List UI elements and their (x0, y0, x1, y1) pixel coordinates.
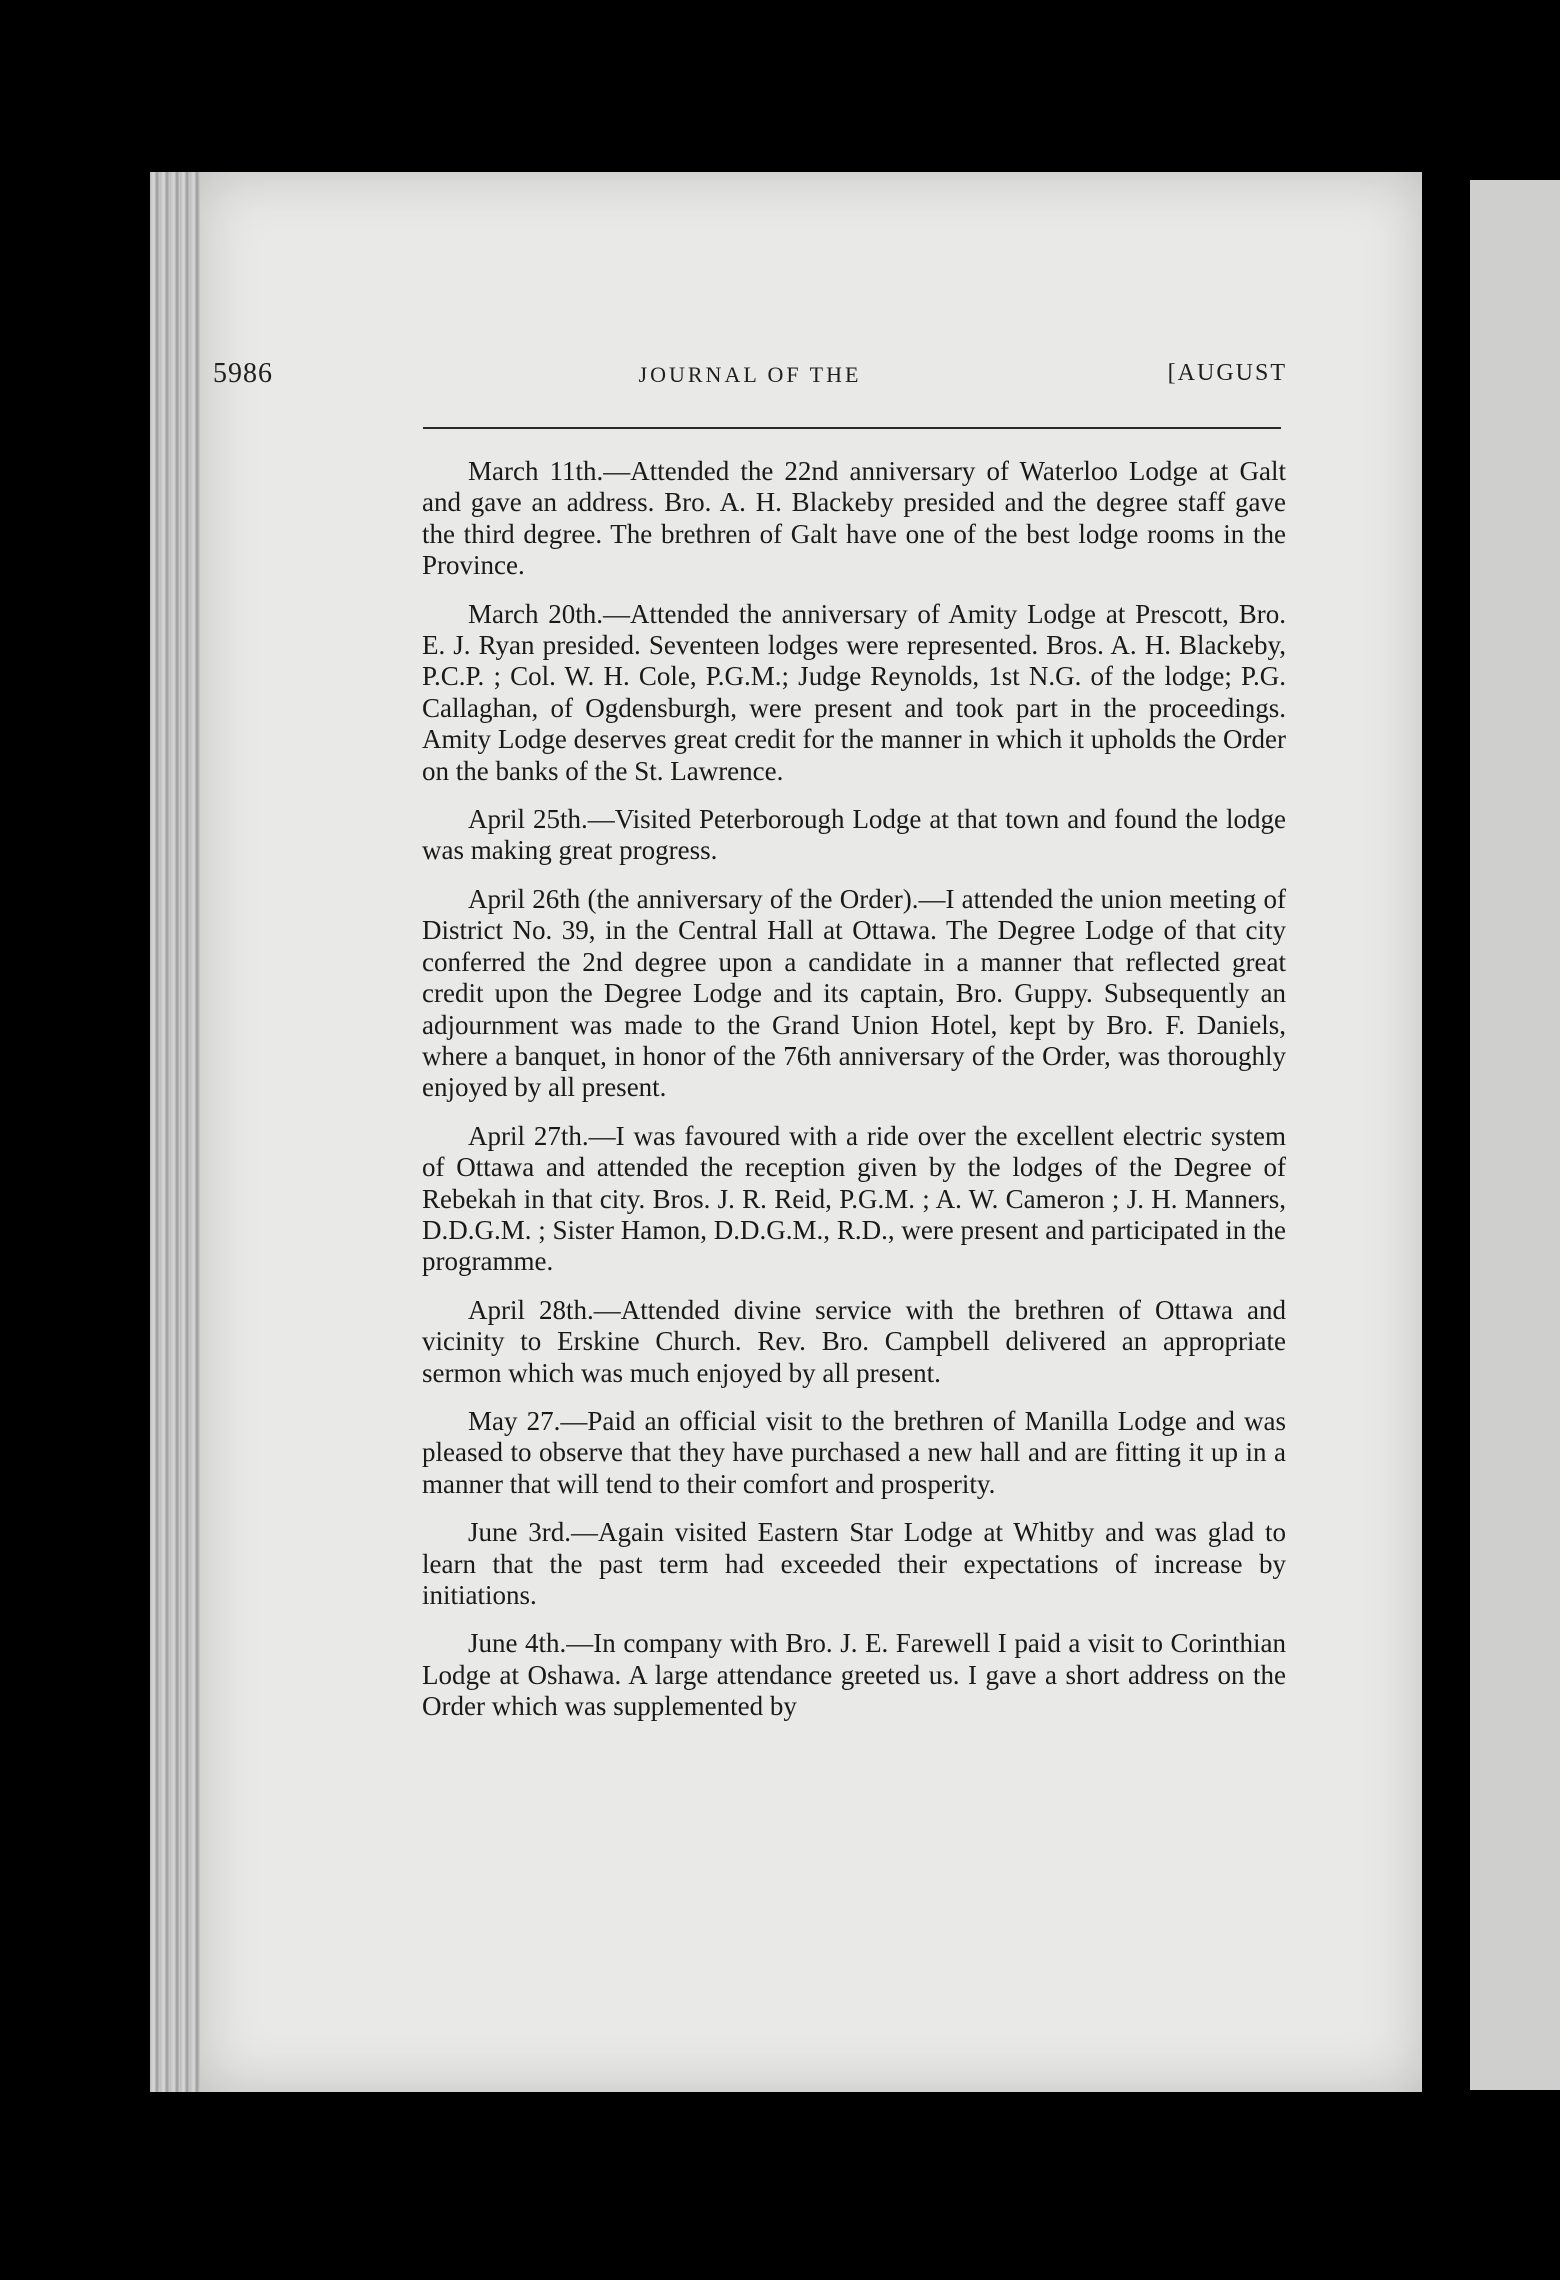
body-text (422, 456, 1286, 1740)
paragraph-april-26: April 26th (the anniversary of the Order).—I attended the union meeting of District No. 39, in the Central Hall at Ottawa. The Degree Lodge of that city conferred the 2nd degree upon a candidate in a manner that reflected great credit upon the Degree Lodge and its captain, Bro. Guppy. Subsequently an adjournment was made to the Grand Union Hotel, kept by Bro. F. Daniels, where a banquet, in honor of the 76th anniversary of the Order, was thoroughly enjoyed by all present. (422, 883, 1286, 1103)
paragraph-april-27: April 27th.—I was favoured with a ride over the excellent electric system of Ottawa and attended the reception given by the lodges of the Degree of Rebekah in that city. Bros. J. R. Reid, P.G.M. ; A. W. Cameron ; J. H. Manners, D.D.G.M. ; Sister Hamon, D.D.G.M., R.D., were present and participated in the programme. (422, 1120, 1286, 1277)
header-rule (423, 427, 1281, 429)
page-number: 5986 (213, 358, 273, 389)
paragraph-march-11: March 11th.—Attended the 22nd anniversary of Waterloo Lodge at Galt and gave an address. Bro. A. H. Blackeby presided and the degree staff gave the third degree. The brethren of Galt have one of the best lodge rooms in the Province. (422, 456, 1286, 581)
paragraph-june-3: June 3rd.—Again visited Eastern Star Lodge at Whitby and was glad to learn that the past term had exceeded their expectations of increase by initiations. (422, 1517, 1286, 1610)
paragraph-june-4: June 4th.—In company with Bro. J. E. Farewell I paid a visit to Corinthian Lodge at Oshawa. A large attendance greeted us. I gave a short address on the Order which was supplemented by (422, 1628, 1286, 1722)
page-header (213, 358, 1287, 398)
header-month: [AUGUST (1167, 360, 1287, 386)
paragraph-april-28: April 28th.—Attended divine service with the brethren of Ottawa and vicinity to Erskine Church. Rev. Bro. Campbell delivered an appropriate sermon which was much enjoyed by all present. (422, 1294, 1286, 1388)
paragraph-april-25: April 25th.—Visited Peterborough Lodge at that town and found the lodge was making great progress. (422, 804, 1286, 866)
paragraph-may-27: May 27.—Paid an official visit to the brethren of Manilla Lodge and was pleased to observe that they have purchased a new hall and are fitting it up in a manner that will tend to their comfort and prosperity. (422, 1405, 1286, 1499)
running-head: JOURNAL OF THE (638, 362, 862, 387)
paragraph-march-20: March 20th.—Attended the anniversary of Amity Lodge at Prescott, Bro. E. J. Ryan presided. Seventeen lodges were represented. Bros. A. H. Blackeby, P.C.P. ; Col. W. H. Cole, P.G.M.; Judge Reynolds, 1st N.G. of the lodge; P.G. Callaghan, of Ogdensburgh, were present and took part in the proceedings. Amity Lodge deserves great credit for the manner in which it upholds the Order on the banks of the St. Lawrence. (422, 598, 1286, 786)
next-page-edge (1470, 180, 1560, 2090)
